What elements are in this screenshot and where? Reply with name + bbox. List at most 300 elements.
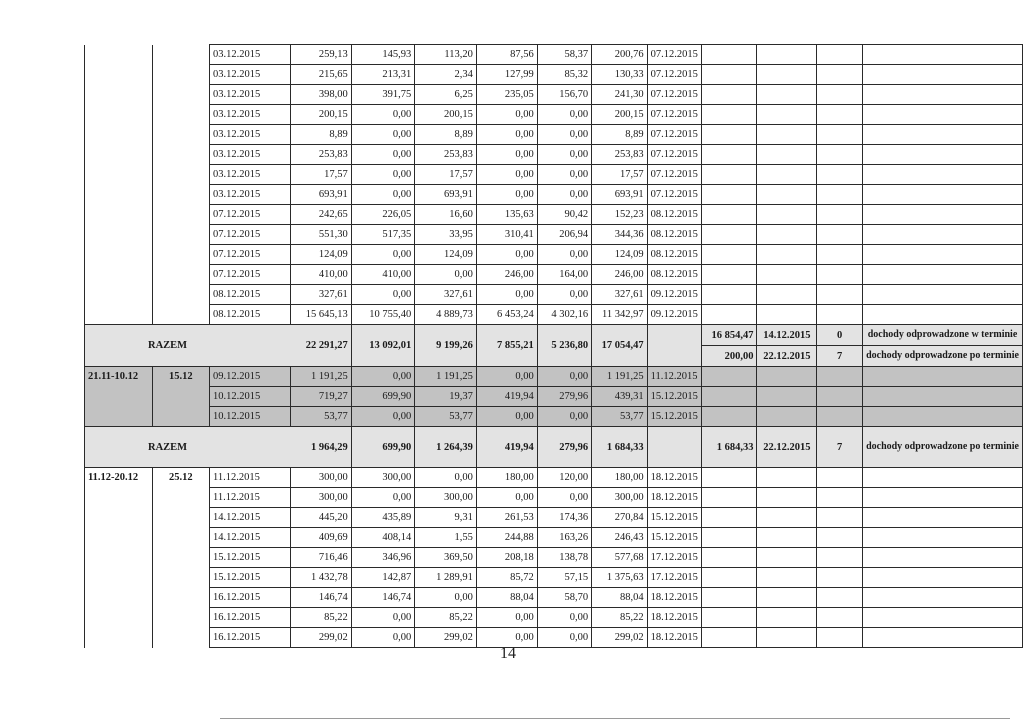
razem-row-1 (85, 325, 1023, 367)
amount-cell: 253,83 (415, 145, 477, 165)
receipt-date: 03.12.2015 (210, 45, 291, 65)
period-range-cell (85, 165, 153, 185)
razem-1-days-cell (817, 325, 863, 367)
amount-cell: 215,65 (290, 65, 351, 85)
receipt-date: 03.12.2015 (210, 65, 291, 85)
period-range-cell (85, 285, 153, 305)
amount-cell: 10 755,40 (351, 305, 414, 325)
transfer-date: 11.12.2015 (647, 367, 701, 387)
amount-cell: 53,77 (592, 407, 647, 427)
empty-cell (701, 145, 757, 165)
empty-cell (817, 387, 863, 407)
razem-1-label-cell (85, 325, 291, 367)
declaration-date-cell (152, 65, 210, 85)
razem-2-label: RAZEM (148, 441, 188, 453)
amount-cell: 299,02 (290, 628, 351, 648)
table-row (85, 387, 1023, 407)
empty-cell (863, 45, 1023, 65)
empty-cell (757, 205, 817, 225)
amount-cell: 261,53 (476, 508, 537, 528)
empty-cell (817, 488, 863, 508)
razem-1-value: 9 199,26 (415, 325, 477, 367)
razem-1-total: 22 291,27 (290, 325, 351, 367)
amount-cell: 0,00 (476, 628, 537, 648)
amount-cell: 11 342,97 (592, 305, 647, 325)
amount-cell: 327,61 (415, 285, 477, 305)
razem-2-paid-date: 22.12.2015 (757, 427, 817, 468)
empty-cell (757, 588, 817, 608)
empty-cell (701, 548, 757, 568)
transfer-date: 08.12.2015 (647, 245, 701, 265)
amount-cell: 246,00 (592, 265, 647, 285)
declaration-date-cell (152, 265, 210, 285)
empty-cell (701, 588, 757, 608)
amount-cell: 0,00 (351, 608, 414, 628)
razem-2-value: 1 684,33 (592, 427, 647, 468)
amount-cell: 0,00 (351, 145, 414, 165)
empty-cell (863, 265, 1023, 285)
section-razem-2 (85, 427, 1023, 468)
amount-cell: 299,02 (592, 628, 647, 648)
amount-cell: 369,50 (415, 548, 477, 568)
empty-cell (863, 225, 1023, 245)
amount-cell: 145,93 (351, 45, 414, 65)
amount-cell: 0,00 (351, 488, 414, 508)
receipt-date: 07.12.2015 (210, 265, 291, 285)
tax-income-table (84, 44, 1023, 648)
receipt-date: 10.12.2015 (210, 387, 291, 407)
empty-cell (757, 125, 817, 145)
empty-cell (757, 105, 817, 125)
declaration-date-cell (152, 165, 210, 185)
amount-cell: 279,96 (537, 387, 591, 407)
table-row (85, 125, 1023, 145)
receipt-date: 16.12.2015 (210, 588, 291, 608)
empty-cell (817, 45, 863, 65)
transfer-date: 07.12.2015 (647, 105, 701, 125)
empty-cell (757, 245, 817, 265)
declaration-date-cell (152, 285, 210, 305)
receipt-date: 14.12.2015 (210, 508, 291, 528)
amount-cell: 208,18 (476, 548, 537, 568)
amount-cell: 200,15 (592, 105, 647, 125)
amount-cell: 398,00 (290, 85, 351, 105)
period-range-cell (85, 145, 153, 165)
amount-cell: 0,00 (537, 628, 591, 648)
section-top (85, 45, 1023, 325)
amount-cell: 0,00 (537, 165, 591, 185)
amount-cell: 146,74 (290, 588, 351, 608)
declaration-date-cell (152, 508, 210, 528)
empty-cell (701, 65, 757, 85)
empty-cell (701, 225, 757, 245)
transfer-date: 07.12.2015 (647, 125, 701, 145)
empty-cell (817, 225, 863, 245)
transfer-date: 15.12.2015 (647, 387, 701, 407)
declaration-date-cell: 25.12 (152, 468, 210, 488)
amount-cell: 259,13 (290, 45, 351, 65)
amount-cell: 156,70 (537, 85, 591, 105)
period-range-cell (85, 488, 153, 508)
amount-cell: 180,00 (592, 468, 647, 488)
table-row (85, 568, 1023, 588)
table-row (85, 85, 1023, 105)
empty-cell (757, 488, 817, 508)
receipt-date: 11.12.2015 (210, 488, 291, 508)
declaration-date-cell (152, 245, 210, 265)
transfer-date: 09.12.2015 (647, 285, 701, 305)
transfer-date: 18.12.2015 (647, 588, 701, 608)
declaration-date-cell (152, 628, 210, 648)
amount-cell: 124,09 (415, 245, 477, 265)
amount-cell: 174,36 (537, 508, 591, 528)
amount-cell: 0,00 (351, 285, 414, 305)
amount-cell: 299,02 (415, 628, 477, 648)
period-range-cell (85, 608, 153, 628)
declaration-date-cell (152, 548, 210, 568)
empty-cell (701, 245, 757, 265)
declaration-date-cell (152, 225, 210, 245)
amount-cell: 1,55 (415, 528, 477, 548)
empty-cell (757, 407, 817, 427)
amount-cell: 300,00 (592, 488, 647, 508)
amount-cell: 8,89 (290, 125, 351, 145)
empty-cell (863, 508, 1023, 528)
table-row (85, 468, 1023, 488)
empty-cell (817, 145, 863, 165)
amount-cell: 0,00 (415, 265, 477, 285)
empty-cell (701, 105, 757, 125)
amount-cell: 253,83 (290, 145, 351, 165)
empty-cell (863, 387, 1023, 407)
receipt-date: 03.12.2015 (210, 85, 291, 105)
empty-cell (757, 165, 817, 185)
transfer-date: 07.12.2015 (647, 65, 701, 85)
amount-cell: 9,31 (415, 508, 477, 528)
table-row (85, 305, 1023, 325)
period-range-cell (85, 305, 153, 325)
period-range-cell (85, 628, 153, 648)
period-range-cell: 21.11-10.12 (85, 367, 153, 387)
amount-cell: 87,56 (476, 45, 537, 65)
table-row (85, 528, 1023, 548)
period-range-cell (85, 508, 153, 528)
empty-cell (863, 205, 1023, 225)
empty-cell (757, 568, 817, 588)
amount-cell: 19,37 (415, 387, 477, 407)
transfer-date: 09.12.2015 (647, 305, 701, 325)
amount-cell: 17,57 (592, 165, 647, 185)
amount-cell: 699,90 (351, 387, 414, 407)
amount-cell: 8,89 (592, 125, 647, 145)
amount-cell: 200,76 (592, 45, 647, 65)
empty-cell (863, 125, 1023, 145)
amount-cell: 113,20 (415, 45, 477, 65)
empty-cell (701, 45, 757, 65)
amount-cell: 0,00 (537, 488, 591, 508)
amount-cell: 253,83 (592, 145, 647, 165)
amount-cell: 120,00 (537, 468, 591, 488)
section-razem-1 (85, 325, 1023, 367)
table-row (85, 145, 1023, 165)
table-row (85, 588, 1023, 608)
amount-cell: 242,65 (290, 205, 351, 225)
razem-1-value: 7 855,21 (476, 325, 537, 367)
amount-cell: 53,77 (415, 407, 477, 427)
amount-cell: 716,46 (290, 548, 351, 568)
empty-cell (817, 265, 863, 285)
receipt-date: 07.12.2015 (210, 225, 291, 245)
empty-cell (701, 185, 757, 205)
razem-1-date-cell (757, 325, 817, 367)
amount-cell: 391,75 (351, 85, 414, 105)
razem-2-note: dochody odprowadzone po terminie (863, 427, 1023, 468)
empty-cell (757, 548, 817, 568)
razem-row-2 (85, 427, 1023, 468)
amount-cell: 0,00 (351, 165, 414, 185)
amount-cell: 300,00 (351, 468, 414, 488)
empty-cell (817, 125, 863, 145)
amount-cell: 435,89 (351, 508, 414, 528)
empty-cell (817, 285, 863, 305)
amount-cell: 0,00 (476, 407, 537, 427)
empty-cell (757, 508, 817, 528)
section-period-3 (85, 468, 1023, 648)
amount-cell: 58,37 (537, 45, 591, 65)
empty-cell (817, 508, 863, 528)
declaration-date-cell (152, 407, 210, 427)
empty-cell (863, 568, 1023, 588)
amount-cell: 135,63 (476, 205, 537, 225)
empty-cell (817, 165, 863, 185)
amount-cell: 410,00 (351, 265, 414, 285)
declaration-date-cell (152, 125, 210, 145)
amount-cell: 0,00 (537, 185, 591, 205)
period-range-cell (85, 185, 153, 205)
empty-cell (817, 548, 863, 568)
table-row (85, 628, 1023, 648)
period-range-cell (85, 65, 153, 85)
empty-cell (757, 185, 817, 205)
amount-cell: 17,57 (290, 165, 351, 185)
amount-cell: 517,35 (351, 225, 414, 245)
empty-cell (863, 488, 1023, 508)
period-range-cell (85, 245, 153, 265)
table-row (85, 265, 1023, 285)
amount-cell: 0,00 (351, 628, 414, 648)
amount-cell: 0,00 (476, 105, 537, 125)
amount-cell: 577,68 (592, 548, 647, 568)
transfer-date: 18.12.2015 (647, 468, 701, 488)
declaration-date-cell (152, 145, 210, 165)
empty-cell (757, 305, 817, 325)
empty-cell (757, 45, 817, 65)
empty-cell (757, 387, 817, 407)
empty-cell (817, 185, 863, 205)
period-range-cell (85, 125, 153, 145)
razem-1-paid: 200,00 (724, 350, 754, 362)
amount-cell: 16,60 (415, 205, 477, 225)
empty-cell (701, 165, 757, 185)
razem-1-paid-cell (701, 325, 757, 367)
empty-cell (817, 65, 863, 85)
razem-1-paid-date: 22.12.2015 (763, 350, 811, 362)
amount-cell: 127,99 (476, 65, 537, 85)
razem-2-empty (647, 427, 701, 468)
razem-1-empty (647, 325, 701, 367)
empty-cell (863, 305, 1023, 325)
period-range-cell (85, 85, 153, 105)
amount-cell: 6 453,24 (476, 305, 537, 325)
empty-cell (863, 468, 1023, 488)
amount-cell: 0,00 (351, 125, 414, 145)
amount-cell: 0,00 (537, 145, 591, 165)
empty-cell (817, 407, 863, 427)
empty-cell (863, 245, 1023, 265)
empty-cell (817, 105, 863, 125)
amount-cell: 85,32 (537, 65, 591, 85)
empty-cell (757, 145, 817, 165)
receipt-date: 03.12.2015 (210, 125, 291, 145)
amount-cell: 445,20 (290, 508, 351, 528)
empty-cell (863, 145, 1023, 165)
amount-cell: 138,78 (537, 548, 591, 568)
table-row (85, 165, 1023, 185)
table-row (85, 367, 1023, 387)
amount-cell: 419,94 (476, 387, 537, 407)
amount-cell: 4 889,73 (415, 305, 477, 325)
period-range-cell (85, 568, 153, 588)
transfer-date: 15.12.2015 (647, 407, 701, 427)
receipt-date: 16.12.2015 (210, 608, 291, 628)
amount-cell: 1 191,25 (290, 367, 351, 387)
declaration-date-cell (152, 387, 210, 407)
empty-cell (701, 568, 757, 588)
amount-cell: 33,95 (415, 225, 477, 245)
empty-cell (863, 628, 1023, 648)
amount-cell: 0,00 (351, 245, 414, 265)
table-row (85, 45, 1023, 65)
transfer-date: 08.12.2015 (647, 205, 701, 225)
amount-cell: 408,14 (351, 528, 414, 548)
amount-cell: 0,00 (537, 245, 591, 265)
period-range-cell: 11.12-20.12 (85, 468, 153, 488)
razem-1-value: 17 054,47 (592, 325, 647, 367)
empty-cell (817, 85, 863, 105)
empty-cell (863, 165, 1023, 185)
empty-cell (863, 548, 1023, 568)
receipt-date: 03.12.2015 (210, 145, 291, 165)
razem-2-value: 419,94 (476, 427, 537, 468)
period-range-cell (85, 205, 153, 225)
amount-cell: 146,74 (351, 588, 414, 608)
receipt-date: 08.12.2015 (210, 285, 291, 305)
razem-1-note-cell (863, 325, 1023, 367)
empty-cell (701, 387, 757, 407)
period-range-cell (85, 225, 153, 245)
amount-cell: 0,00 (415, 588, 477, 608)
amount-cell: 244,88 (476, 528, 537, 548)
amount-cell: 90,42 (537, 205, 591, 225)
amount-cell: 1 191,25 (415, 367, 477, 387)
table-row (85, 225, 1023, 245)
empty-cell (757, 608, 817, 628)
empty-cell (863, 407, 1023, 427)
empty-cell (863, 185, 1023, 205)
table-row (85, 65, 1023, 85)
amount-cell: 310,41 (476, 225, 537, 245)
declaration-date-cell (152, 205, 210, 225)
declaration-date-cell (152, 85, 210, 105)
period-range-cell (85, 105, 153, 125)
empty-cell (863, 528, 1023, 548)
amount-cell: 300,00 (415, 488, 477, 508)
amount-cell: 0,00 (537, 367, 591, 387)
razem-1-note: dochody odprowadzone w terminie (863, 325, 1022, 346)
transfer-date: 07.12.2015 (647, 185, 701, 205)
amount-cell: 85,22 (290, 608, 351, 628)
transfer-date: 15.12.2015 (647, 528, 701, 548)
amount-cell: 300,00 (290, 488, 351, 508)
amount-cell: 246,43 (592, 528, 647, 548)
empty-cell (701, 205, 757, 225)
razem-1-label: RAZEM (148, 340, 188, 351)
amount-cell: 327,61 (290, 285, 351, 305)
razem-2-days: 7 (817, 427, 863, 468)
razem-1-note: dochody odprowadzone po terminie (866, 350, 1019, 361)
empty-cell (757, 85, 817, 105)
amount-cell: 152,23 (592, 205, 647, 225)
empty-cell (701, 528, 757, 548)
amount-cell: 124,09 (290, 245, 351, 265)
period-range-cell (85, 588, 153, 608)
amount-cell: 0,00 (476, 245, 537, 265)
empty-cell (701, 468, 757, 488)
receipt-date: 15.12.2015 (210, 568, 291, 588)
declaration-date-cell (152, 305, 210, 325)
empty-cell (701, 488, 757, 508)
table-row (85, 407, 1023, 427)
amount-cell: 15 645,13 (290, 305, 351, 325)
declaration-date-cell (152, 588, 210, 608)
amount-cell: 88,04 (476, 588, 537, 608)
table-row (85, 285, 1023, 305)
amount-cell: 85,22 (592, 608, 647, 628)
razem-1-value: 5 236,80 (537, 325, 591, 367)
amount-cell: 241,30 (592, 85, 647, 105)
transfer-date: 07.12.2015 (647, 145, 701, 165)
transfer-date: 07.12.2015 (647, 165, 701, 185)
empty-cell (863, 588, 1023, 608)
amount-cell: 57,15 (537, 568, 591, 588)
empty-cell (757, 285, 817, 305)
page-number: 14 (500, 645, 516, 662)
amount-cell: 53,77 (290, 407, 351, 427)
razem-2-total: 1 964,29 (290, 427, 351, 468)
receipt-date: 08.12.2015 (210, 305, 291, 325)
razem-1-paid: 16 854,47 (702, 325, 757, 346)
amount-cell: 0,00 (476, 185, 537, 205)
transfer-date: 07.12.2015 (647, 45, 701, 65)
amount-cell: 300,00 (290, 468, 351, 488)
amount-cell: 344,36 (592, 225, 647, 245)
receipt-date: 10.12.2015 (210, 407, 291, 427)
amount-cell: 0,00 (537, 407, 591, 427)
amount-cell: 0,00 (351, 407, 414, 427)
declaration-date-cell: 15.12 (152, 367, 210, 387)
period-range-cell (85, 265, 153, 285)
amount-cell: 0,00 (476, 608, 537, 628)
